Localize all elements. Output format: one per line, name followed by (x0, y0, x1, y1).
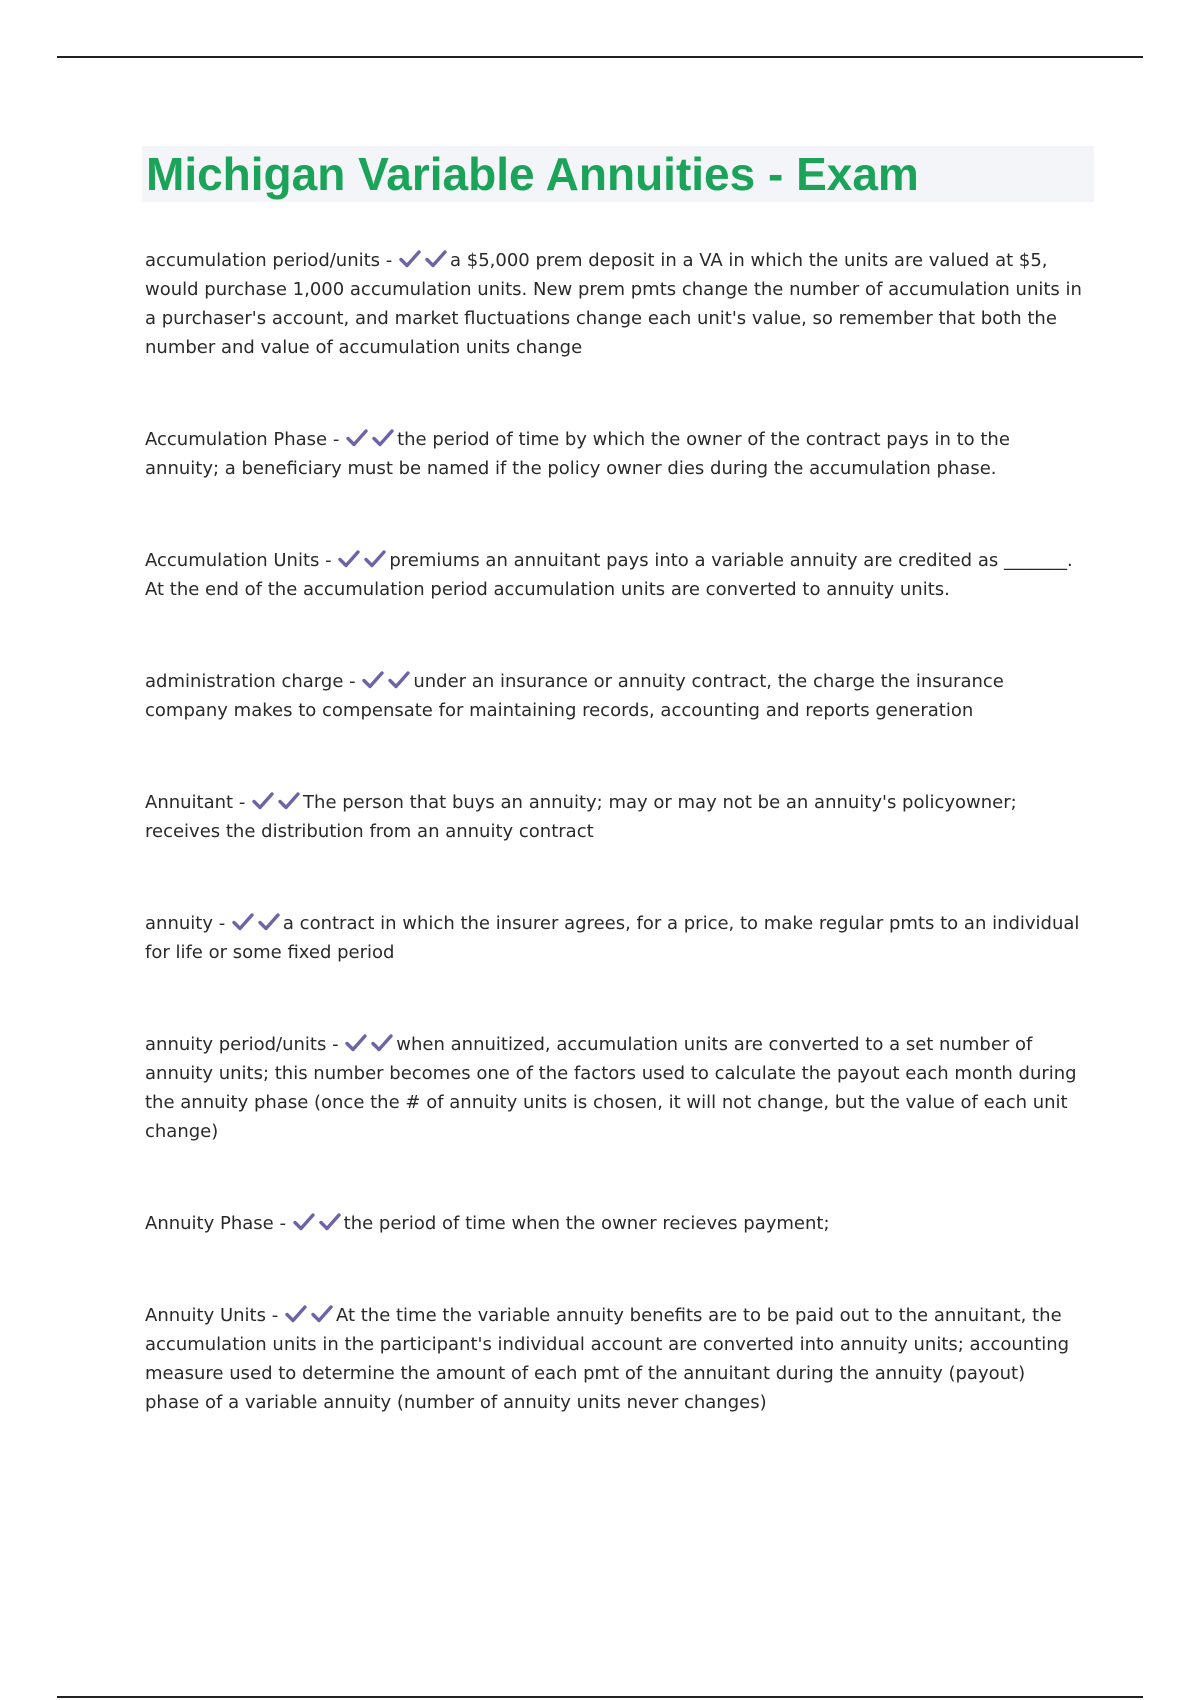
entry-definition: premiums an annuitant pays into a variable annuity are credited as _______. At the end of the accumulation period accumulation units are converted to annuity units. (145, 550, 1073, 600)
entry-term: Accumulation Phase - (145, 429, 340, 450)
document-title: Michigan Variable Annuities - Exam (146, 148, 919, 200)
checkmark-icon (387, 670, 411, 690)
glossary-list (145, 246, 1085, 1480)
footer-rule (57, 1696, 1143, 1698)
checkmark-icon (345, 428, 369, 448)
glossary-entry (145, 667, 1085, 725)
entry-term: administration charge - (145, 671, 356, 692)
header-rule (57, 56, 1143, 58)
glossary-entry (145, 788, 1085, 846)
checkmark-icon (292, 1212, 316, 1232)
entry-definition: The person that buys an annuity; may or may not be an annuity's policyowner; receives the distribution from an annuity contract (145, 792, 1017, 842)
checkmark-icon (424, 249, 448, 269)
checkmark-icon (284, 1304, 308, 1324)
glossary-entry (145, 425, 1085, 483)
glossary-entry (145, 909, 1085, 967)
checkmark-icon (361, 670, 385, 690)
entry-term: annuity - (145, 913, 226, 934)
entry-definition: a $5,000 prem deposit in a VA in which the units are valued at $5, would purchase 1,000 accumulation units. New prem pmts change the number of accumulation units in a purchaser's account, and market fluctuations change each unit's value, so remember that both the number and value of accumulation units change (145, 250, 1082, 358)
entry-term: Annuity Phase - (145, 1213, 286, 1234)
glossary-entry (145, 546, 1085, 604)
checkmark-icon (310, 1304, 334, 1324)
glossary-entry (145, 246, 1085, 362)
checkmark-icon (344, 1033, 368, 1053)
glossary-entry (145, 1301, 1085, 1417)
entry-term: accumulation period/units - (145, 250, 393, 271)
entry-definition: when annuitized, accumulation units are converted to a set number of annuity units; this number becomes one of the factors used to calculate the payout each month during the annuity phase (once the # of annuity units is chosen, it will not change, but the value of each unit change) (145, 1034, 1077, 1142)
checkmark-icon (277, 791, 301, 811)
checkmark-icon (251, 791, 275, 811)
checkmark-icon (363, 549, 387, 569)
entry-term: annuity period/units - (145, 1034, 339, 1055)
entry-definition: the period of time when the owner recieves payment; (343, 1213, 830, 1234)
entry-definition: a contract in which the insurer agrees, for a price, to make regular pmts to an individual for life or some fixed period (145, 913, 1080, 963)
checkmark-icon (231, 912, 255, 932)
glossary-entry (145, 1030, 1085, 1146)
entry-term: Accumulation Units - (145, 550, 332, 571)
checkmark-icon (318, 1212, 342, 1232)
glossary-entry (145, 1209, 1085, 1238)
checkmark-icon (257, 912, 281, 932)
entry-definition: the period of time by which the owner of the contract pays in to the annuity; a beneficiary must be named if the policy owner dies during the accumulation phase. (145, 429, 1010, 479)
checkmark-icon (398, 249, 422, 269)
checkmark-icon (370, 1033, 394, 1053)
entry-term: Annuity Units - (145, 1305, 279, 1326)
entry-term: Annuitant - (145, 792, 246, 813)
checkmark-icon (337, 549, 361, 569)
checkmark-icon (371, 428, 395, 448)
entry-definition: under an insurance or annuity contract, the charge the insurance company makes to compensate for maintaining records, accounting and reports generation (145, 671, 1004, 721)
entry-definition: At the time the variable annuity benefits are to be paid out to the annuitant, the accumulation units in the participant's individual account are converted into annuity units; accounting measure used to determine the amount of each pmt of the annuitant during the annuity (payout) phase of a variable annuity (number of annuity units never changes) (145, 1305, 1070, 1413)
